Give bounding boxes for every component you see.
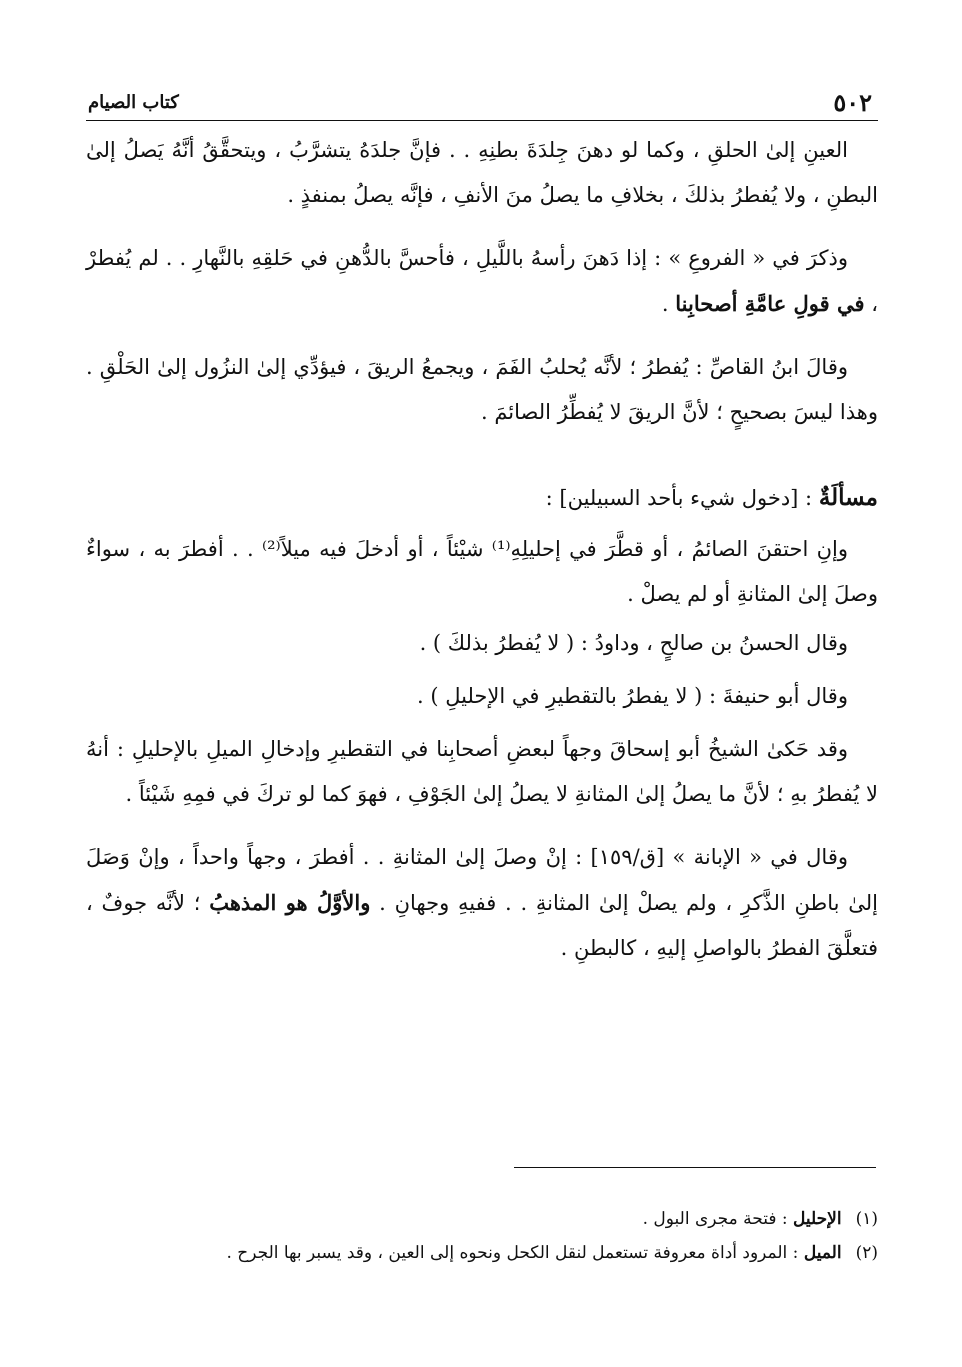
paragraph-text: وذكرَ في « الفروعِ » : إذا دَهنَ رأسهُ باللَّيلِ ، فأحسَّ بالدُّهنِ في حَلقِهِ بالنَّهارِ . . لم (138, 246, 848, 270)
paragraph: وقالَ ابنُ القاصِّ : يُفطرُ ؛ لأنَّه يُحلبُ الفَمَ ، ويجمعُ الريقَ ، فيؤدِّي إلىٰ النزُول إلىٰ الحَلْقِ . وهذا ليسَ بصحيحٍ ؛ لأنَّ الريقَ لا يُفطِّرُ الصائمَ . (86, 355, 878, 424)
footnote-term: الميل (803, 1243, 842, 1263)
footnote-text: : المرود أداة معروفة تستعمل لنقل الكحل ونحوه إلى العين ، وقد يسبر بها الجرح . (226, 1243, 804, 1263)
issue-label: مسألَةٌ (818, 484, 878, 511)
footnote-divider (514, 1167, 876, 1168)
page-header (86, 86, 878, 121)
footnote (86, 1236, 878, 1270)
paragraph (86, 835, 878, 971)
paragraph-end: . (661, 292, 676, 316)
paragraph: وقال الحسنُ بن صالحٍ ، وداودُ : ( لا يُفطرُ بذلكَ ) . (419, 631, 848, 655)
paragraph-continuation: يُفطرْ ، (86, 246, 878, 316)
paragraph: وإنِ احتقنَ الصائمُ ، أو قطَّرَ في إحليلِهِ⁽¹⁾ شيْئاً ، أو أدخلَ فيه ميلاً⁽²⁾ . . أفطرَ به ، سواءٌ وصلَ إلىٰ المثانةِ أو لم يصلْ . (86, 537, 878, 606)
main-text (86, 128, 878, 989)
footnote-text: : فتحة مجرى البول . (642, 1209, 794, 1229)
paragraph-end: ؛ لأنَّه جوفٌ ، فتعلَّقَ الفطرُ بالواصلِ إليهِ ، كالبطنِ . (86, 891, 878, 960)
footnote-term: الإحليل (793, 1209, 842, 1229)
issue-title: : [دخول شيء بأحد السبيلين] : (545, 486, 819, 510)
footnotes (86, 1202, 878, 1270)
page-number: ٥٠٢ (833, 88, 872, 117)
footnote-number: (٢) (855, 1243, 878, 1263)
paragraph: وقد حَكىٰ الشيخُ أبو إسحاقَ وجهاً لبعضِ أصحابِنا في التقطيرِ وإدخالِ الميلِ بالإحليلِ : أنهُ لا يُفطرُ بهِ ؛ لأنَّ ما يصلُ إلىٰ المثانةِ لا يصلُ إلىٰ الجَوْفِ ، فهوَ كما لو تركَ في فمِهِ شَيْئاً . (86, 737, 878, 806)
paragraph-text: وقال في « الإبانة » [ق/١٥٩] : إنْ وصلَ إلىٰ المثانةِ . . أفطرَ ، وجهاً واحداً ، وإنْ وَصَلَ إلىٰ باطنِ الذَّكرِ ، ولم يصلْ إلىٰ المثانةِ . . ففيهِ وجهانِ . (86, 845, 878, 915)
issue-heading (86, 475, 878, 521)
bold-phrase: في قولِ عامَّةِ أصحابِنا (675, 291, 865, 316)
footnote (86, 1202, 878, 1236)
bold-phrase: والأوَّلُ هو المذهبُ (209, 890, 371, 915)
footnote-number: (١) (855, 1209, 878, 1229)
paragraph: وقال أبو حنيفةَ : ( لا يفطرُ بالتقطيرِ في الإحليلِ ) . (416, 684, 848, 708)
paragraph: العينِ إلىٰ الحلقِ ، وكما لو دهنَ جِلدَةَ بطنِهِ . . فإنَّ جلدَهُ يتشرَّبُ ، ويتحقَّقُ أنَّهُ يَصلُ إلىٰ البطنِ ، ولا يُفطرُ بذلكَ ، بخلافِ ما يصلُ منَ الأنفِ ، فإنَّه يصلُ بمنفذٍ . (86, 138, 878, 207)
paragraph (86, 236, 878, 327)
running-title: كتاب الصيام (88, 92, 179, 113)
